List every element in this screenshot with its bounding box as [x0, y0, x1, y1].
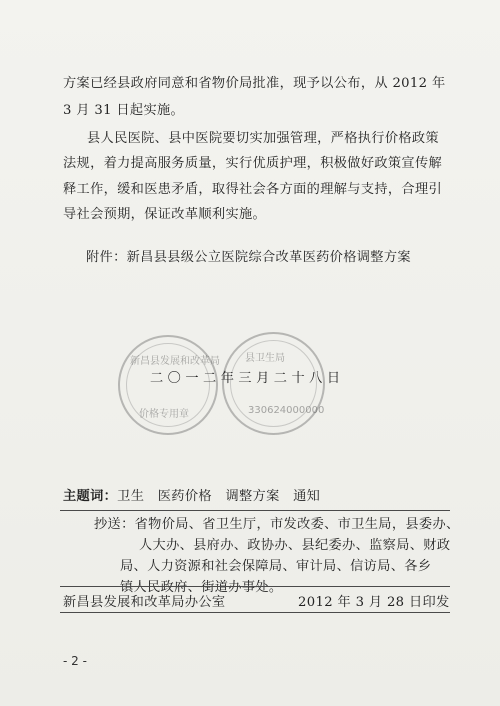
attachment-line — [86, 251, 411, 264]
cc-line-2: 人大办、县府办、政协办、县纪委办、监察局、财政 — [139, 538, 451, 553]
issuer-name: 新昌县发展和改革局办公室 — [63, 595, 226, 610]
body-line-5: 释工作，缓和医患矛盾，取得社会各方面的理解与支持，合理引 — [63, 182, 443, 197]
attachment-title: 新昌县县级公立医院综合改革医药价格调整方案 — [126, 250, 411, 265]
body-line-2: 3 月 31 日起实施。 — [63, 103, 185, 118]
body-line-6: 导社会预期，保证改革顺利实施。 — [63, 207, 267, 222]
left-seal-bottom-text: 价格专用章 — [139, 409, 189, 420]
signature-date: 二〇一二年三月二十八日 — [150, 371, 345, 386]
attachment-label: 附件： — [86, 250, 127, 265]
body-line-4: 法规，着力提高服务质量，实行优质护理，积极做好政策宣传解 — [63, 156, 443, 171]
keywords-line — [63, 490, 320, 503]
cc-label: 抄送： — [94, 517, 135, 532]
left-seal-top-text: 新昌县发展和改革局 — [130, 356, 220, 367]
cc-line-4: 镇人民政府、街道办事处。 — [120, 580, 283, 595]
issuer-bottom-rule — [60, 612, 450, 613]
keywords-top-rule — [60, 510, 450, 511]
keywords-label: 主题词： — [63, 489, 118, 504]
cc-line-1 — [94, 518, 460, 531]
cc-text-1: 省物价局、省卫生厅，市发改委、市卫生局，县委办、 — [134, 517, 460, 532]
body-line-1: 方案已经县政府同意和省物价局批准，现予以公布，从 2012 年 — [63, 76, 446, 91]
body-line-3: 县人民医院、县中医院要切实加强管理，严格执行价格政策 — [87, 131, 439, 146]
cc-line-3: 局、人力资源和社会保障局、审计局、信访局、各乡 — [120, 559, 432, 574]
right-seal-top-text: 县卫生局 — [245, 353, 285, 364]
issuer-top-rule — [60, 586, 450, 587]
right-seal-bottom-text: 330624000000 — [248, 405, 325, 416]
print-date: 2012 年 3 月 28 日印发 — [298, 595, 450, 610]
page-number: - 2 - — [63, 654, 87, 668]
keywords-values: 卫生 医药价格 调整方案 通知 — [117, 489, 321, 504]
